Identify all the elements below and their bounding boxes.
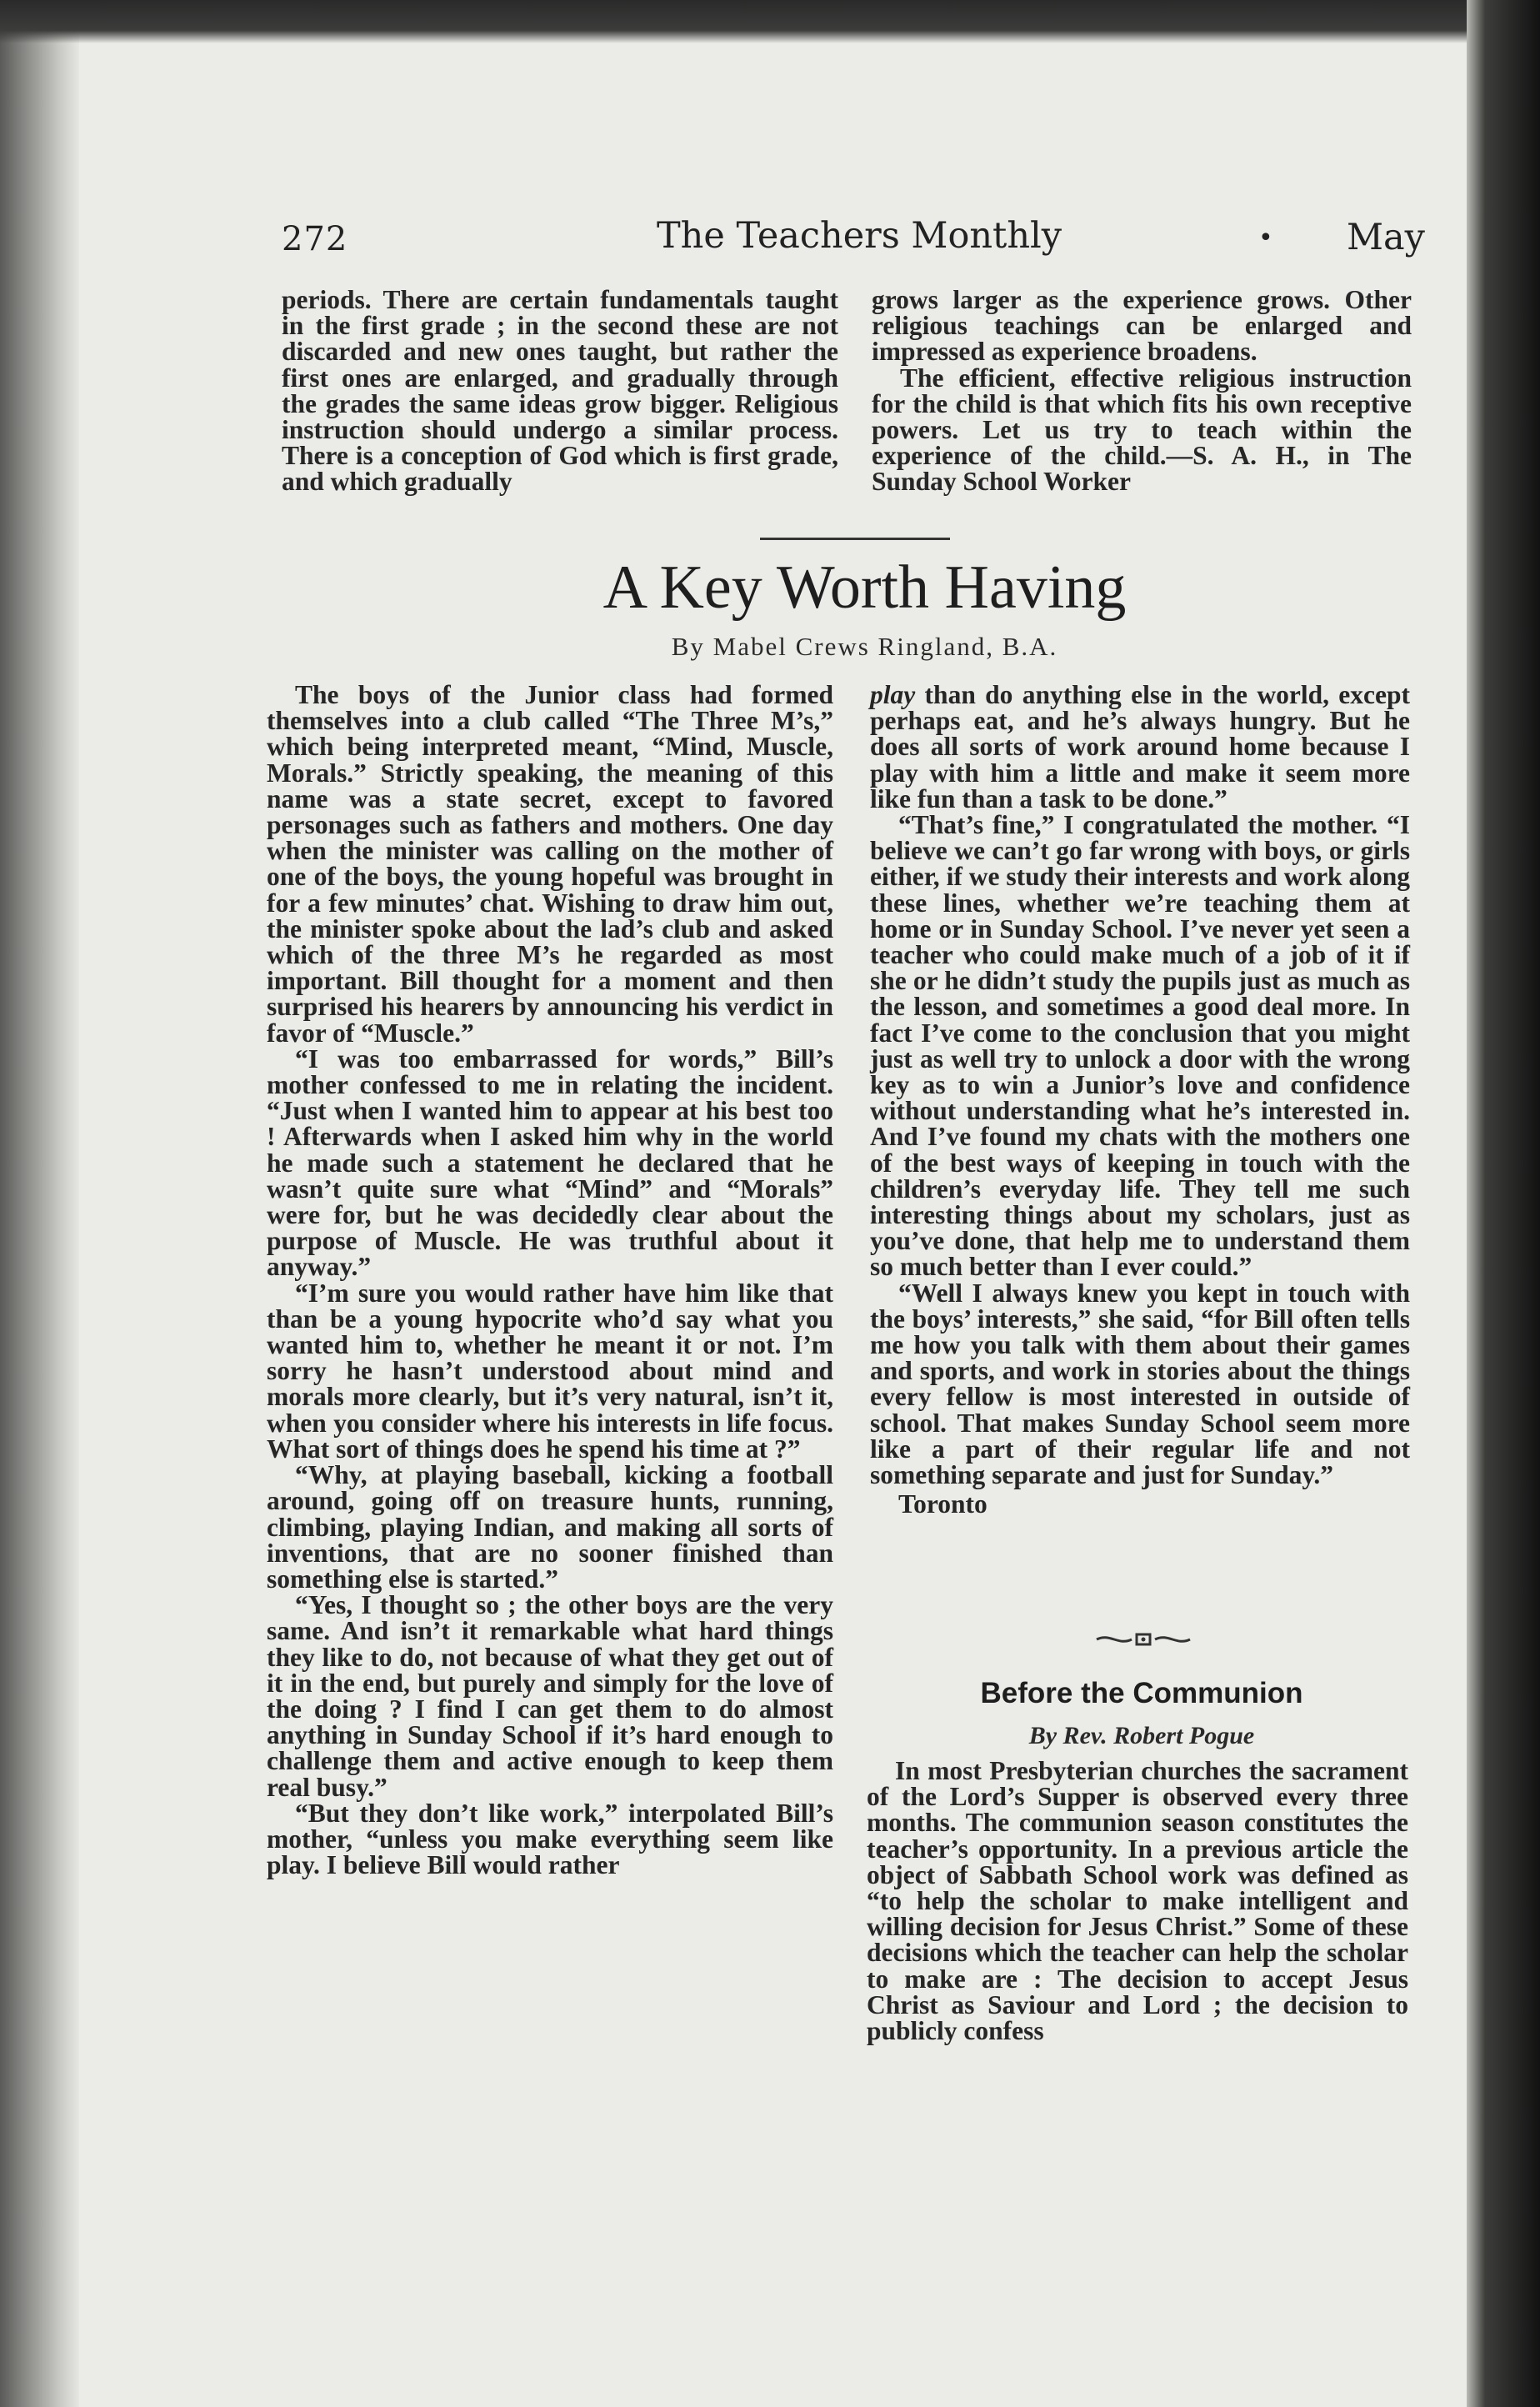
page-number: 272	[282, 220, 348, 258]
paragraph: “I’m sure you would rather have him like that than be a young hypocrite who’d say what you wanted him to, whether he meant it or not. I’m sorry he hasn’t understood about mind and morals more clearly, but it’s very natural, isn’t it, when you consider where his interests in life focus. What sort of things does he spend his time at ?”	[267, 1278, 833, 1464]
section-divider	[760, 538, 950, 540]
paragraph-continued	[870, 682, 1410, 812]
scan-top-edge	[0, 0, 1540, 43]
paragraph: In most Presbyterian churches the sacrament of the Lord’s Supper is observed every three months. The communion season constitutes the teacher’s opportunity. In a previous article the object of Sabbath School work was defined as “to help the scholar to make intelligent and willing decision for Jesus Christ.” Some of these decisions which the teacher can help the scholar to make are : The decision to accept Jesus Christ as Saviour and Lord ; the decision to publicly confess	[867, 1756, 1408, 2046]
prev-article-left-column	[282, 287, 838, 495]
article-byline: By Mabel Crews Ringland, B.A.	[671, 632, 1058, 661]
article-left-column	[267, 682, 833, 1878]
running-head	[282, 215, 1425, 265]
section-byline: By Rev. Robert Pogue	[1028, 1722, 1255, 1749]
paragraph: grows larger as the experience grows. Other religious teachings can be enlarged and impressed as experience broadens.	[872, 285, 1412, 367]
article-right-column	[870, 682, 1410, 1518]
paragraph: “That’s fine,” I congratulated the mother. “I believe we can’t go far wrong with boys, or girls either, if we study their interests and work along these lines, whether we’re teaching them at home or in Sunday School. I’ve never yet seen a teacher who could make much of a job of it if she or he didn’t study the pupils just as much as the lesson, and sometimes a good deal more. In fact I’ve come to the conclusion that you might just as well try to unlock a door with the wrong key as to win a Junior’s love and confidence without understanding what he’s interested in. And I’ve found my chats with the mothers one of the best ways of keeping in touch with the children’s everyday life. They tell me such interesting things about my scholars, just as you’ve done, that help me to understand them so much better than I ever could.”	[870, 810, 1410, 1282]
issue-month: May	[1347, 217, 1425, 258]
paragraph: “But they don’t like work,” interpolated Bill’s mother, “unless you make everything seem like play. I believe Bill would rather	[267, 1798, 833, 1880]
article-title: A Key Worth Having	[602, 553, 1127, 622]
header-separator: •	[1258, 223, 1273, 253]
section-title: Before the Communion	[980, 1677, 1303, 1709]
paragraph: “I was too embarrassed for words,” Bill’s mother confessed to me in relating the incident. “Just when I wanted him to appear at his best too ! Afterwards when I asked him why in the world he made such a statement he declared that he wasn’t quite sure what “Mind” and “Morals” were for, but he was decidedly clear about the purpose of Muscle. He was truthful about it anyway.”	[267, 1043, 833, 1282]
paragraph-text: than do anything else in the world, except perhaps eat, and he’s always hungry. But he does all sorts of work around home because I play with him a little and make it seem more like fun than a task to be done.”	[870, 680, 1410, 813]
article-place: Toronto	[898, 1489, 988, 1519]
journal-title: The Teachers Monthly	[657, 215, 1062, 257]
paragraph: The boys of the Junior class had formed themselves into a club called “The Three M’s,” which being interpreted meant, “Mind, Muscle, Morals.” Strictly speaking, the meaning of this name was a state secret, except to favored personages such as fathers and mothers. One day when the minister was calling on the mother of one of the boys, the young hopeful was brought in for a few minutes’ chat. Wishing to draw him out, the minister spoke about the lad’s club and asked which of the three M’s he regarded as most important. Bill thought for a moment and then surprised his hearers by announcing his verdict in favor of “Muscle.”	[267, 680, 833, 1048]
prev-article-right-column	[872, 287, 1412, 495]
paragraph: “Well I always knew you kept in touch with the boys’ interests,” she said, “for Bill often tells me how you talk with them about their games and sports, and work in stories about the things every fellow is most interested in outside of school. That makes Sunday School seem more like a part of their regular life and not something separate and just for Sunday.”	[870, 1278, 1410, 1490]
ornament-divider	[1093, 1629, 1193, 1649]
paragraph: periods. There are certain fundamentals taught in the first grade ; in the second these are not discarded and new ones taught, but rather the first ones are enlarged, and gradually through the grades the same ideas grow bigger. Religious instruction should undergo a similar process. There is a conception of God which is first grade, and which gradually	[282, 285, 838, 497]
italic-word: play	[870, 680, 916, 709]
book-spine	[0, 0, 79, 2407]
paragraph: “Why, at playing baseball, kicking a football around, going off on treasure hunts, running, climbing, playing Indian, and making all sorts of inventions, that are no sooner finished than something else is started.”	[267, 1460, 833, 1594]
paragraph: The efficient, effective religious instruction for the child is that which fits his own receptive powers. Let us try to teach within the experience of the child.—S. A. H., in The Sunday School Worker	[872, 363, 1412, 497]
paragraph: “Yes, I thought so ; the other boys are the very same. And isn’t it remarkable what hard things they like to do, not because of what they get out of it in the end, but purely and simply for the love of the doing ? I find I can get them to do almost anything in Sunday School if it’s hard enough to challenge them and active enough to keep them real busy.”	[267, 1590, 833, 1802]
section-column	[867, 1758, 1408, 2044]
scan-right-edge	[1467, 0, 1540, 2407]
